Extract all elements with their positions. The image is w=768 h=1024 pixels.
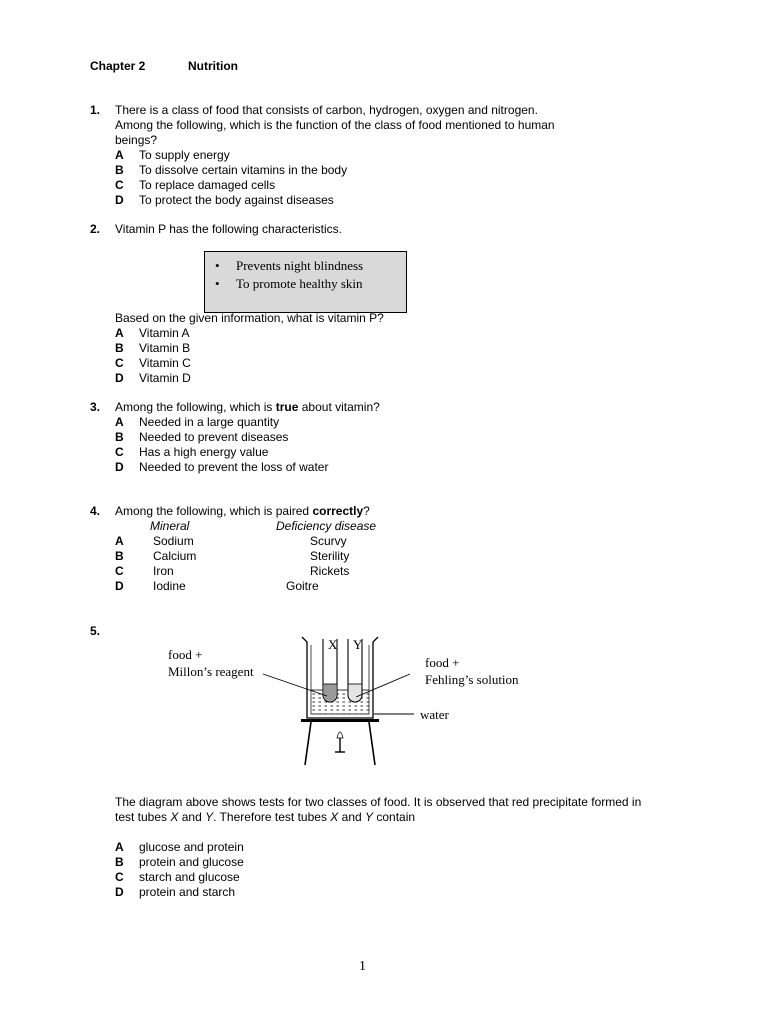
question-stem-line: beings? xyxy=(115,133,158,147)
option-letter: B xyxy=(115,163,124,177)
option-text: Needed in a large quantity xyxy=(139,415,280,429)
option-letter: C xyxy=(115,870,124,884)
chapter-number: Chapter 2 xyxy=(90,59,146,73)
stem-text: ? xyxy=(363,504,370,518)
tube-label-x: X xyxy=(328,637,338,652)
option-c xyxy=(115,870,244,885)
option-text: To replace damaged cells xyxy=(139,178,276,192)
option-text: glucose and protein xyxy=(139,840,244,854)
option-text: protein and starch xyxy=(139,885,236,899)
mineral-cell: Calcium xyxy=(153,549,197,563)
stem-text: Among the following, which is xyxy=(115,400,276,414)
option-text: To protect the body against diseases xyxy=(139,193,334,207)
question-stem-line: Among the following, which is the function of the class of food mentioned to human xyxy=(115,118,555,132)
question-number: 4. xyxy=(90,504,101,518)
stem-emphasis: correctly xyxy=(312,504,364,518)
option-letter: D xyxy=(115,885,124,899)
question-2-stem xyxy=(115,222,342,237)
mineral-cell: Iodine xyxy=(153,579,186,593)
question-stem xyxy=(115,400,380,415)
stem-text: test tubes xyxy=(115,810,171,824)
page-number: 1 xyxy=(359,959,366,974)
question-5-text xyxy=(115,795,641,825)
option-letter: A xyxy=(115,840,124,854)
option-text: Vitamin C xyxy=(139,356,191,370)
stem-variable: Y xyxy=(205,810,214,824)
question-number: 2. xyxy=(90,222,101,236)
option-d xyxy=(115,579,370,594)
option-a xyxy=(115,534,370,549)
characteristics-box xyxy=(204,251,407,313)
option-text: Vitamin A xyxy=(139,326,190,340)
stem-text: . Therefore test tubes xyxy=(213,810,331,824)
question-3 xyxy=(115,400,380,475)
option-text: Vitamin D xyxy=(139,371,191,385)
option-letter: A xyxy=(115,415,124,429)
pointer-line-y xyxy=(356,674,410,697)
option-text: Needed to prevent diseases xyxy=(139,430,289,444)
question-number: 1. xyxy=(90,103,101,117)
column-header-disease: Deficiency disease xyxy=(276,519,377,533)
question-1 xyxy=(115,103,555,208)
option-b xyxy=(115,855,244,870)
option-b xyxy=(115,163,555,178)
stem-variable: Y xyxy=(365,810,374,824)
option-letter: C xyxy=(115,178,124,192)
option-text: To dissolve certain vitamins in the body xyxy=(139,163,348,177)
characteristic-item: • Prevents night blindness xyxy=(205,257,406,275)
stem-variable: X xyxy=(170,810,179,824)
option-c xyxy=(115,564,370,579)
disease-cell: Sterility xyxy=(310,549,350,563)
food-test-apparatus-diagram xyxy=(160,632,540,772)
option-b xyxy=(115,549,370,564)
option-a xyxy=(115,840,244,855)
option-letter: D xyxy=(115,579,124,593)
mineral-cell: Iron xyxy=(153,564,174,578)
millon-label-line-1: food + xyxy=(168,647,203,662)
tube-label-y: Y xyxy=(353,637,363,652)
question-5-options xyxy=(115,840,244,900)
mineral-cell: Sodium xyxy=(153,534,194,548)
option-letter: D xyxy=(115,460,124,474)
option-c xyxy=(115,178,555,193)
option-letter: B xyxy=(115,549,124,563)
option-d xyxy=(115,193,555,208)
tripod-leg xyxy=(305,722,311,765)
option-letter: D xyxy=(115,193,124,207)
option-letter: B xyxy=(115,341,124,355)
characteristic-item: • To promote healthy skin xyxy=(205,275,406,293)
stem-text: and xyxy=(178,810,206,824)
option-letter: C xyxy=(115,564,124,578)
column-header-mineral: Mineral xyxy=(150,519,190,533)
fehling-label-line-1: food + xyxy=(425,655,460,670)
option-c xyxy=(115,356,384,371)
disease-cell: Rickets xyxy=(310,564,350,578)
option-b xyxy=(115,341,384,356)
option-d xyxy=(115,460,380,475)
option-letter: C xyxy=(115,356,124,370)
question-4 xyxy=(115,504,377,594)
option-letter: B xyxy=(115,430,124,444)
option-text: Needed to prevent the loss of water xyxy=(139,460,329,474)
disease-cell: Scurvy xyxy=(310,534,347,548)
stem-text: and xyxy=(338,810,366,824)
option-d xyxy=(115,885,244,900)
question-stem-line: Vitamin P has the following characteristics. xyxy=(115,222,342,236)
question-stem-line: There is a class of food that consists of carbon, hydrogen, oxygen and nitrogen. xyxy=(115,103,538,117)
question-2 xyxy=(115,311,384,386)
option-b xyxy=(115,430,380,445)
option-d xyxy=(115,371,384,386)
option-letter: A xyxy=(115,534,124,548)
option-a xyxy=(115,148,555,163)
millon-label-line-2: Millon’s reagent xyxy=(168,664,254,679)
option-letter: A xyxy=(115,326,124,340)
option-letter: D xyxy=(115,371,124,385)
stem-text: contain xyxy=(373,810,416,824)
option-a xyxy=(115,326,384,341)
burner-flame xyxy=(337,732,343,738)
fehling-label-line-2: Fehling’s solution xyxy=(425,672,519,687)
option-text: Vitamin B xyxy=(139,341,191,355)
tripod-top xyxy=(301,719,379,722)
question-number: 5. xyxy=(90,624,101,638)
stem-text: Among the following, which is paired xyxy=(115,504,313,518)
pointer-line-x xyxy=(263,674,327,696)
disease-cell: Goitre xyxy=(286,579,319,593)
option-a xyxy=(115,415,380,430)
water-label: water xyxy=(420,707,449,722)
question-prompt: Based on the given information, what is vitamin P? xyxy=(115,311,384,325)
option-c xyxy=(115,445,380,460)
table-header xyxy=(115,519,377,534)
test-tube-x-contents xyxy=(324,684,336,701)
stem-variable: X xyxy=(330,810,339,824)
question-stem-line: The diagram above shows tests for two classes of food. It is observed that red precipitate formed in xyxy=(115,795,642,809)
test-tube-y-contents xyxy=(349,684,361,701)
question-stem-line xyxy=(115,810,641,825)
option-letter: C xyxy=(115,445,124,459)
question-number: 3. xyxy=(90,400,101,414)
stem-emphasis: true xyxy=(275,400,299,414)
option-text: To supply energy xyxy=(139,148,230,162)
option-text: Has a high energy value xyxy=(139,445,269,459)
question-stem xyxy=(115,504,370,519)
option-letter: B xyxy=(115,855,124,869)
option-text: protein and glucose xyxy=(139,855,244,869)
option-text: starch and glucose xyxy=(139,870,240,884)
stem-text: about vitamin? xyxy=(298,400,380,414)
option-letter: A xyxy=(115,148,124,162)
chapter-title: Nutrition xyxy=(188,59,238,73)
tripod-leg xyxy=(369,722,375,765)
